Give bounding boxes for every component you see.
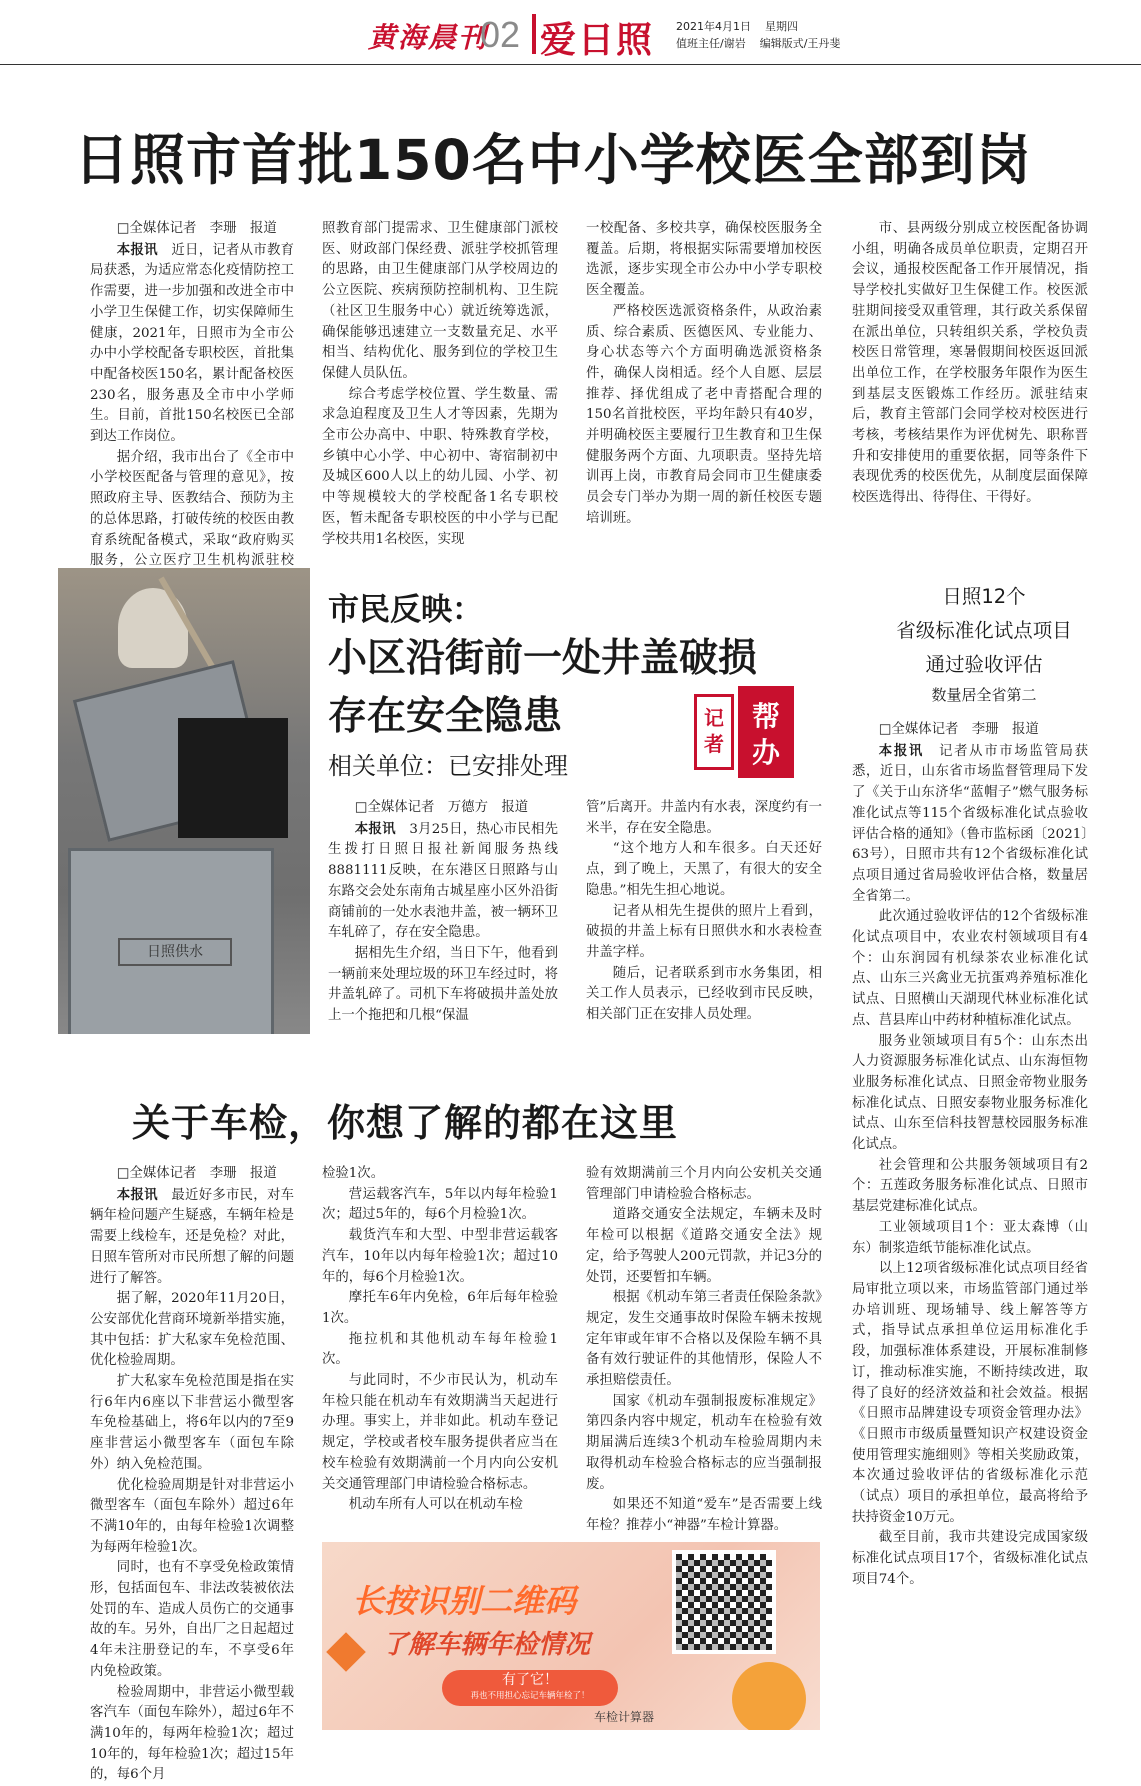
title-line: 小区沿街前一处井盖破损 [328,636,758,681]
paragraph: 综合考虑学校位置、学生数量、需求急迫程度及卫生人才等因素，先期为全市公办高中、中职、特殊教育学校，乡镇中心小学、中心初中、寄宿制初中及城区600人以上的幼儿园、小学、初中等规模较大的学校配备1名专职校医，暂未配备专职校医的中小学与已配学校共用1名校医，实现 [322,386,558,547]
byline: □全媒体记者 李珊 报道 [116,221,277,236]
article2-col2 [586,798,822,1026]
paragraph: 记者从相先生提供的照片上看到，破损的井盖上标有日照供水和水表检查井盖字样。 [586,903,822,960]
paragraph: “这个地方人和车很多。白天还好点，到了晚上，天黑了，有很大的安全隐患。”相先生担心地说。 [586,841,822,898]
ad-button[interactable]: 有了它！ 再也不用担心忘记车辆年检了！ [442,1670,618,1706]
paragraph: 检验1次。 [322,1166,385,1181]
paragraph: 本报讯 记者从市市场监管局获悉，近日，山东省市场监督管理局下发了《关于山东济华“蓝帽子”燃气服务标准化试点等115个省级标准化试点验收评估合格的通知》（鲁市监标函〔2021〕63号），日照市共有12个省级标准化试点项目通过省局验收评估合格，数量居全省第二。 [852,742,1088,904]
paragraph: 营运载客汽车，5年以内每年检验1次；超过5年的，每6个月检验1次。 [322,1186,558,1223]
paragraph: 社会管理和公共服务领域项目有2个：五莲政务服务标准化试点、日照市基层党建标准化试点。 [852,1157,1088,1215]
paragraph: 一校配备、多校共享，确保校医服务全覆盖。后期，将根据实际需要增加校医选派，逐步实现全市公办中小学专职校医全覆盖。 [586,221,822,299]
article2-subtitle: 相关单位：已安排处理 [328,752,568,780]
paragraph: 摩托车6年内免检，6年后每年检验1次。 [322,1290,558,1326]
paragraph: 本报讯 最近好多市民，对车辆年检问题产生疑惑，车辆年检是需要上线检车，还是免检？对此，日照车管所对市民所想了解的问题进行了解答。 [90,1186,295,1286]
paragraph: 载货汽车和大型、中型非营运载客汽车，10年以内每年检验1次；超过10年的，每6个月检验1次。 [322,1228,558,1285]
section-divider [532,14,536,54]
headline-school-doctors: 日照市首批150名中小学校医全部到岗 [74,128,1032,192]
page-number: 02 [480,14,521,55]
paragraph: 随后，记者联系到市水务集团，相关工作人员表示，已经收到市民反映，相关部门正在安排人员处理。 [586,965,822,1023]
paragraph: 拖拉机和其他机动车每年检验1次。 [322,1331,558,1368]
issue-meta [676,18,854,52]
duty-editor: 值班主任/谢岩 [676,37,746,50]
brand-logo: 黄海晨刊 [368,21,489,54]
title-line: 通过验收评估 [925,653,1043,676]
paragraph: 本报讯 3月25日，热心市民相先生拨打日照日报社新闻服务热线8881111反映，在东港区日照路与山东路交会处东南角古城星座小区外沿街商铺前的一处水表池井盖，被一辆环卫车轧碎了，存在安全隐患。 [328,820,559,941]
qr-code-icon[interactable] [672,1550,776,1654]
ad-line1: 长按识别二维码 [352,1582,577,1620]
paragraph: 工业领域项目1个：亚太森博（山东）制浆造纸节能标准化试点。 [852,1219,1088,1256]
car-icon [326,1632,366,1672]
byline: □全媒体记者 李珊 报道 [878,722,1039,737]
article1-col1 [90,219,294,593]
article2-col1 [328,798,558,1027]
article4-col1 [90,1164,294,1786]
ad-caption: 车检计算器 [594,1710,655,1724]
article3-subtitle: 数量居全省第二 [931,686,1037,704]
section-title: 爱日照 [540,19,655,61]
paragraph: 机动车所有人可以在机动车检 [348,1497,523,1513]
layout-editor: 编辑版式/王丹斐 [759,37,841,50]
paragraph: 据相先生介绍，当日下午，他看到一辆前来处理垃圾的环卫车经过时，将井盖轧碎了。司机下车将破损井盖处放上一个拖把和几根“保温 [328,945,558,1024]
article1-col4 [852,219,1088,509]
article1-col2 [322,219,558,550]
paragraph: 服务业领域项目有5个：山东杰出人力资源服务标准化试点、山东海恒物业服务标准化试点、日照金帝物业服务标准化试点、日照安泰物业服务标准化试点、山东至信科技智慧校园服务标准化试点。 [852,1033,1088,1153]
ad-line2: 了解车辆年检情况 [382,1630,591,1660]
article3-title [868,580,1100,682]
paragraph: 道路交通安全法规定，车辆未及时年检可以根据《道路交通安全法》规定，给予驾驶人200元罚款，并记3分的处罚，还要暂扣车辆。 [586,1207,822,1285]
paragraph: 优化检验周期是针对非营运小微型客车（面包车除外）超过6年不满10年的，由每年检验1次调整为每两年检验1次。 [90,1477,294,1555]
byline: □全媒体记者 万德方 报道 [354,800,529,815]
paragraph: 严格校医选派资格条件，从政治素质、综合素质、医德医风、专业能力、身心状态等六个方面明确选派资格条件，确保人岗相适。经个人自愿、层层推荐、择优组成了老中青搭配合理的150名首批校医，平均年龄只有40岁，并明确校医主要履行卫生教育和卫生保健服务两个方面、九项职责。坚持先培训再上岗，市教育局会同市卫生健康委员会专门举办为期一周的新任校医专题培训班。 [586,303,822,526]
title-line: 存在安全隐患 [328,694,563,739]
title-line: 日照12个 [942,585,1026,608]
lid-marking: 日照供水 [118,938,232,966]
paragraph: 与此同时，不少市民认为，机动车年检只能在机动车有效期满当天起进行办理。事实上，并非如此。机动车登记规定，学校或者校车服务提供者应当在校车检验有效期满前一个月内向公安机关交通管理部门申请检验合格标志。 [322,1373,558,1492]
car-inspection-ad[interactable] [322,1542,820,1730]
paragraph: 截至目前，我市共建设完成国家级标准化试点项目17个，省级标准化试点项目74个。 [852,1530,1088,1587]
paragraph: 管”后离开。井盖内有水表，深度约有一米半，存在安全隐患。 [586,800,822,836]
article1-col3 [586,219,822,530]
issue-date: 2021年4月1日 [676,20,751,33]
paragraph: 扩大私家车免检范围是指在实行6年内6座以下非营运小微型客车免检基础上，将6年以内的7至9座非营运小微型客车（面包车除外）纳入免检范围。 [90,1374,294,1472]
paragraph: 此次通过验收评估的12个省级标准化试点项目中，农业农村领域项目有4个：山东润园有机绿茶农业标准化试点、山东三兴禽业无抗蛋鸡养殖标准化试点、日照横山天湖现代林业标准化试点、莒县库山中药材种植标准化试点。 [852,909,1088,1028]
article3-col [852,720,1088,1591]
manhole-opening [178,718,288,838]
title-line: 省级标准化试点项目 [896,619,1072,642]
paragraph: 本报讯 近日，记者从市教育局获悉，为适应常态化疫情防控工作需要，进一步加强和改进全市中小学卫生保健工作，切实保障师生健康，2021年，日照市为全市公办中小学校配备专职校医，首批集中配备校医150名，累计配备校医230名，服务惠及全市中小学师生。目前，首批150名校医已全部到达工作岗位。 [90,241,295,445]
paragraph: 据了解，2020年11月20日，公安部优化营商环境新举措实施，其中包括：扩大私家车免检范围、优化检验周期。 [90,1291,294,1369]
paragraph: 以上12项省级标准化试点项目经省局审批立项以来，市场监管部门通过举办培训班、现场辅导、线上解答等方式，指导试点承担单位运用标准化手段，加强标准体系建设，开展标准制修订，推动标准实施，不断持续改进，取得了良好的经济效益和社会效益。根据《日照市品牌建设专项资金管理办法》《日照市市级质量暨知识产权建设资金使用管理实施细则》等相关奖励政策，本次通过验收评估的省级标准化示范（试点）项目的承担单位，最高将给予扶持资金10万元。 [852,1261,1088,1525]
paragraph: 市、县两级分别成立校医配备协调小组，明确各成员单位职责，定期召开会议，通报校医配备工作开展情况，指导学校扎实做好卫生保健工作。校医派驻期间接受双重管理，其行政关系保留在派出单位，只转组织关系，学校负责校医日常管理，寒暑假期间校医返回派出单位工作，在学校服务年限作为医生到基层支医锻炼工作经历。派驻结束后，教育主管部门会同学校对校医进行考核，考核结果作为评优树先、职称晋升和安排使用的重要依据，同等条件下表现优秀的校医优先，从制度层面保障校医选得出、待得住、干得好。 [852,221,1088,506]
illustration-disc [732,1662,806,1730]
paragraph: 如果还不知道“爱车”是否需要上线年检？推荐小“神器”车检计算器。 [586,1497,822,1533]
stamp-right: 帮办 [738,686,794,778]
headline-vehicle-inspection: 关于车检，你想了解的都在这里 [132,1101,679,1145]
photo-broken-manhole [58,568,310,1034]
article2-kicker: 市民反映： [328,592,483,628]
byline: □全媒体记者 李珊 报道 [116,1166,277,1181]
paragraph: 同时，也有不享受免检政策情形，包括面包车、非法改装被依法处罚的车、造成人员伤亡的交通事故的车。另外，自出厂之日起超过4年未注册登记的车，不享受6年内免检政策。 [90,1560,294,1679]
article4-col2 [322,1164,558,1516]
paragraph: 根据《机动车第三者责任保险条款》规定，发生交通事故时保险车辆未按规定年审或年审不合格以及保险车辆不具备有效行驶证件的其他情形，保险人不承担赔偿责任。 [586,1290,822,1389]
paragraph: 据介绍，我市出台了《全市中小学校医配备与管理的意见》，按照政府主导、医教结合、预防为主的总体思路，打破传统的校医由教育系统配备模式，采取“政府购买服务，公立医疗卫生机构派驻校 [90,449,294,569]
article4-col3 [586,1164,822,1537]
issue-weekday: 星期四 [765,20,798,33]
paragraph: 国家《机动车强制报废标准规定》第四条内容中规定，机动车在检验有效期届满后连续3个机动车检验周期内未取得机动车检验合格标志的应当强制报废。 [586,1393,822,1492]
stamp-left: 记者 [694,694,734,770]
reporter-help-stamp [694,686,796,778]
paragraph: 验有效期满前三个月内向公安机关交通管理部门申请检验合格标志。 [586,1166,822,1202]
paragraph: 照教育部门提需求、卫生健康部门派校医、财政部门保经费、派驻学校抓管理的思路，由卫生健康部门从学校周边的公立医院、疾病预防控制机构、卫生院（社区卫生服务中心）就近统筹选派，确保能够迅速建立一支数量充足、水平相当、结构优化、服务到位的学校卫生保健人员队伍。 [322,221,558,381]
article2-title [328,630,757,746]
paragraph: 检验周期中，非营运小微型载客汽车（面包车除外），超过6年不满10年的，每两年检验1次；超过10年的，每年检验1次；超过15年的，每6个月 [90,1684,294,1783]
